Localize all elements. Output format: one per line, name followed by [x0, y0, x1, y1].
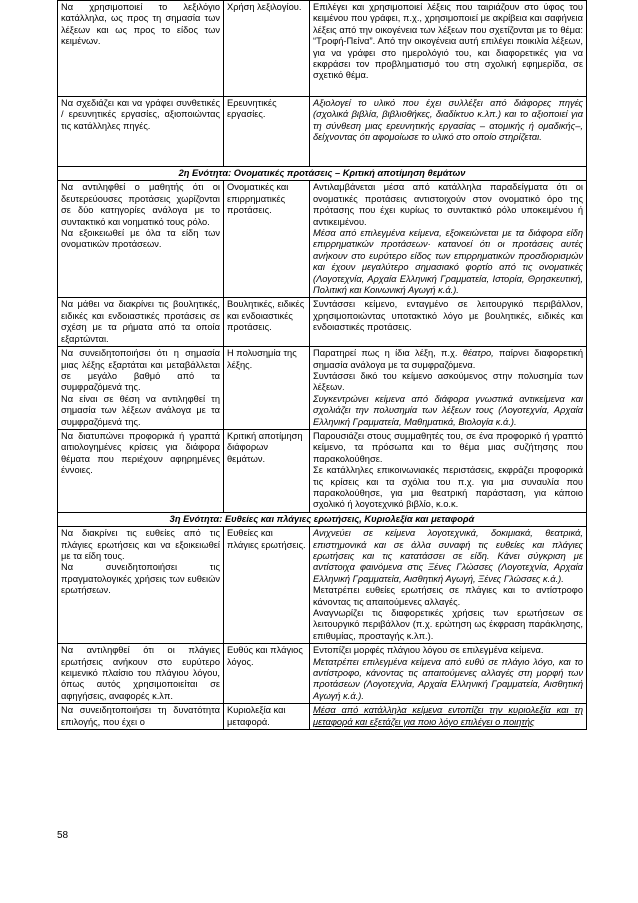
activity-cell: [310, 527, 587, 644]
goal-text: Να αντιληφθεί ο μαθητής ότι οι δευτερεύουσες προτάσεις χωρίζονται σε δύο κατηγορίες ανάλογα με το συντακτικό και νοηματικό τους ρόλο. Να εξοικειωθεί με όλα τα είδη των ονοματικών προτάσεων.: [61, 182, 220, 250]
goal-text: Να συνειδητοποιήσει ότι η σημασία μιας λέξης εξαρτάται και μεταβάλλεται σε μεγάλο βαθμό από τα συμφραζόμενά της. Να είναι σε θέση να αντιληφθεί τη σημασία των λέξεων ανάλογα με τα συμφραζόμενά της.: [61, 348, 220, 427]
document-page: [57, 0, 586, 730]
activity-text: Σε κατάλληλες επικοινωνιακές περιστάσεις, εκφράζει προφορικά τις κρίσεις και τα σχόλια του π.χ. για μια συναυλία που παρακολούθησε, για μια θεατρική παράσταση, για κάποιο σχολικό ή λογοτεχνικό βιβλίο, κ.ο.κ.: [313, 465, 583, 510]
activity-text: Μετατρέπει ευθείες ερωτήσεις σε πλάγιες και το αντίστροφο κάνοντας τις απαιτούμενες αλλαγές.: [313, 585, 583, 607]
topic-cell: Κριτική αποτίμηση διάφορων θεμάτων.: [224, 429, 310, 512]
activity-text: [313, 348, 583, 371]
topic-cell: Η πολυσημία της λέξης.: [224, 347, 310, 430]
goal-cell: Να χρησιμοποιεί το λεξιλόγιο κατάλληλα, ως προς τη σημασία των λέξεων και ως προς το είδος των κειμένων.: [58, 1, 224, 97]
table-row: [58, 298, 587, 347]
topic-cell: Ευθείες και πλάγιες ερωτήσεις.: [224, 527, 310, 644]
table-row: [58, 1, 587, 97]
topic-cell: Ερευνητικές εργασίες.: [224, 97, 310, 167]
topic-cell: Ονοματικές και επιρρηματικές προτάσεις.: [224, 181, 310, 298]
activity-text: Ανιχνεύει σε κείμενα λογοτεχνικά, δοκιμιακά, θεατρικά, επιστημονικά και σε άλλα συναφή τις ευθείες και πλάγιες ερωτήσεις και τις κατατάσσει σε είδη. Κάνει σύγκριση με αντίστοιχα φαινόμενα στις Ξένες Γλώσσες (Λογοτεχνία, Αρχαία Ελληνική Γραμματεία, Αισθητική Αγωγή, Ξένες Γλώσσες κ.ά.).: [313, 528, 583, 584]
topic-cell: Βουλητικές, ειδικές και ενδοιαστικές προτάσεις.: [224, 298, 310, 347]
goal-cell: [58, 347, 224, 430]
activity-text: Μετατρέπει επιλεγμένα κείμενα από ευθύ σε πλάγιο λόγο, και το αντίστροφο, κάνοντας τις απαιτούμενες αλλαγές στη μορφή των προτάσεων (Λογοτεχνία, Αρχαία Ελληνική Γραμματεία, Αισθητική Αγωγή κ.ά.).: [313, 656, 583, 701]
goal-cell: Να αντιληφθεί ότι οι πλάγιες ερωτήσεις ανήκουν στο ευρύτερο κειμενικό πλαίσιο του πλάγιου λόγου, όπως αυτός χρησιμοποιείται σε αφηγήσεις, αναφορές κ.λπ.: [58, 644, 224, 704]
goal-cell: [58, 181, 224, 298]
activity-cell: Μέσα από κατάλληλα κείμενα εντοπίζει την κυριολεξία και τη μεταφορά και εξετάζει για ποιο λόγο επιλέγει ο ποιητής: [310, 704, 587, 730]
curriculum-table: [57, 0, 587, 730]
goal-cell: Να διατυπώνει προφορικά ή γραπτά αιτιολογημένες κρίσεις για διάφορα θέματα που περιέχουν αφηρημένες έννοιες.: [58, 429, 224, 512]
table-row: [58, 181, 587, 298]
table-row: [58, 704, 587, 730]
table-row: [58, 644, 587, 704]
page-number: 58: [57, 830, 69, 841]
goal-cell: Να μάθει να διακρίνει τις βουλητικές, ειδικές και ενδοιαστικές προτάσεις σε σχέση με τα ρήματα από τα οποία εξαρτώνται.: [58, 298, 224, 347]
activity-text: Εντοπίζει μορφές πλάγιου λόγου σε επιλεγμένα κείμενα.: [313, 645, 544, 656]
activity-text: Αντιλαμβάνεται μέσα από κατάλληλα παραδείγματα ότι οι ονοματικές προτάσεις αντιστοιχούν στον ονοματικό όρο της πρότασης που έχει κυρίως το συντακτικό ρόλο υποκειμένου ή αντικειμένου.: [313, 182, 583, 227]
activity-cell: [310, 347, 587, 430]
table-row: [58, 527, 587, 644]
activity-text: Συντάσσει δικό του κείμενο ασκούμενος στην πολυσημία των λέξεων.: [313, 370, 583, 393]
section-header-row: [58, 167, 587, 181]
activity-text: Συγκεντρώνει κείμενα από διάφορα γνωστικά αντικείμενα και σχολιάζει την πολυσημία των λέξεων τους (Λογοτεχνία, Αρχαία Ελληνική Γραμματεία, Μαθηματικά, Βιολογία κ.ά.).: [313, 393, 583, 427]
activity-text-part: παίρνει διαφορετική σημασία ανάλογα με τα συμφραζόμενα.: [313, 348, 584, 370]
activity-text: Μέσα από επιλεγμένα κείμενα, εξοικειώνεται με τα διάφορα είδη επιρρηματικών προτάσεων· κατανοεί ότι οι προτάσεις αυτές ανήκουν στο ευρύτερο είδος των επιρρηματικών προσδιορισμών και έχουν μεγαλύτερο σημασιακό φορτίο από τις ονοματικές (Λογοτεχνία, Αρχαία Ελληνική Γραμματεία, Ιστορία, Θρησκευτική, Πολιτική και Κοινωνική Αγωγή κ.ά.).: [313, 228, 583, 296]
goal-cell: Να σχεδιάζει και να γράφει συνθετικές / ερευνητικές εργασίες, αξιοποιώντας τις κατάλληλες πηγές.: [58, 97, 224, 167]
topic-cell: Ευθύς και πλάγιος λόγος.: [224, 644, 310, 704]
activity-text: Παρουσιάζει στους συμμαθητές του, σε ένα προφορικό ή γραπτό κείμενο, τα πρόσωπα και το θέμα μιας συζήτησης που παρακολούθησε.: [313, 430, 583, 464]
topic-cell: Κυριολεξία και μεταφορά.: [224, 704, 310, 730]
example-word: θέατρο,: [462, 348, 494, 359]
activity-cell: [310, 181, 587, 298]
topic-cell: Χρήση λεξιλογίου.: [224, 1, 310, 97]
activity-cell: [310, 644, 587, 704]
activity-cell: Επιλέγει και χρησιμοποιεί λέξεις που ταιριάζουν στο ύφος του κειμένου που γράφει, π.χ., χρησιμοποιεί με ακρίβεια και σαφήνεια λέξεις από την οικογένεια των λέξεων που σχετίζονται με το θέμα: “Τροφή-Πείνα”. Από την οικογένεια αυτή επιλέγει ποικιλία λέξεων, για να γράφει στο ημερολόγιό του, και διαφορετικές για να εκφράσει τον προβληματισμό του στη σχολική εφημερίδα, σε σχετικό θέμα.: [310, 1, 587, 97]
activity-cell: Αξιολογεί το υλικό που έχει συλλέξει από διάφορες πηγές (σχολικά βιβλία, βιβλιοθήκες, διαδίκτυο κ.λπ.) και το αξιοποιεί για τη σύνθεση μιας ερευνητικής εργασίας – ατομικής ή ομαδικής–, δείχνοντας ότι αφομοίωσε το υλικό στο οποίο στηρίζεται.: [310, 97, 587, 167]
section-title: 3η Ενότητα: Ευθείες και πλάγιες ερωτήσεις, Κυριολεξία και μεταφορά: [58, 512, 587, 526]
goal-text: Να διακρίνει τις ευθείες από τις πλάγιες ερωτήσεις και να εξοικειωθεί με τα είδη τους. Να συνειδητοποιήσει τις πραγματολογικές χρήσεις των ευθειών ερωτήσεων.: [61, 528, 220, 596]
activity-text: Αναγνωρίζει τις διαφορετικές χρήσεις των ερωτήσεων σε λειτουργικό περιβάλλον (π.χ. ερώτηση ως έκφραση παράκλησης, επιθυμίας, προσταγής κ.λπ.).: [313, 608, 583, 641]
activity-cell: Συντάσσει κείμενο, ενταγμένο σε λειτουργικό περιβάλλον, χρησιμοποιώντας υποτακτικό λόγο με βουλητικές, ειδικές και ενδοιαστικές προτάσεις.: [310, 298, 587, 347]
activity-text-part: Παρατηρεί πως η ίδια λέξη, π.χ.: [313, 348, 463, 359]
goal-cell: Να συνειδητοποιήσει τη δυνατότητα επιλογής, που έχει ο: [58, 704, 224, 730]
table-row: [58, 429, 587, 512]
table-row: [58, 97, 587, 167]
table-row: [58, 347, 587, 430]
section-title: 2η Ενότητα: Ονοματικές προτάσεις – Κριτική αποτίμηση θεμάτων: [58, 167, 587, 181]
goal-cell: [58, 527, 224, 644]
section-header-row: [58, 512, 587, 526]
activity-cell: [310, 429, 587, 512]
